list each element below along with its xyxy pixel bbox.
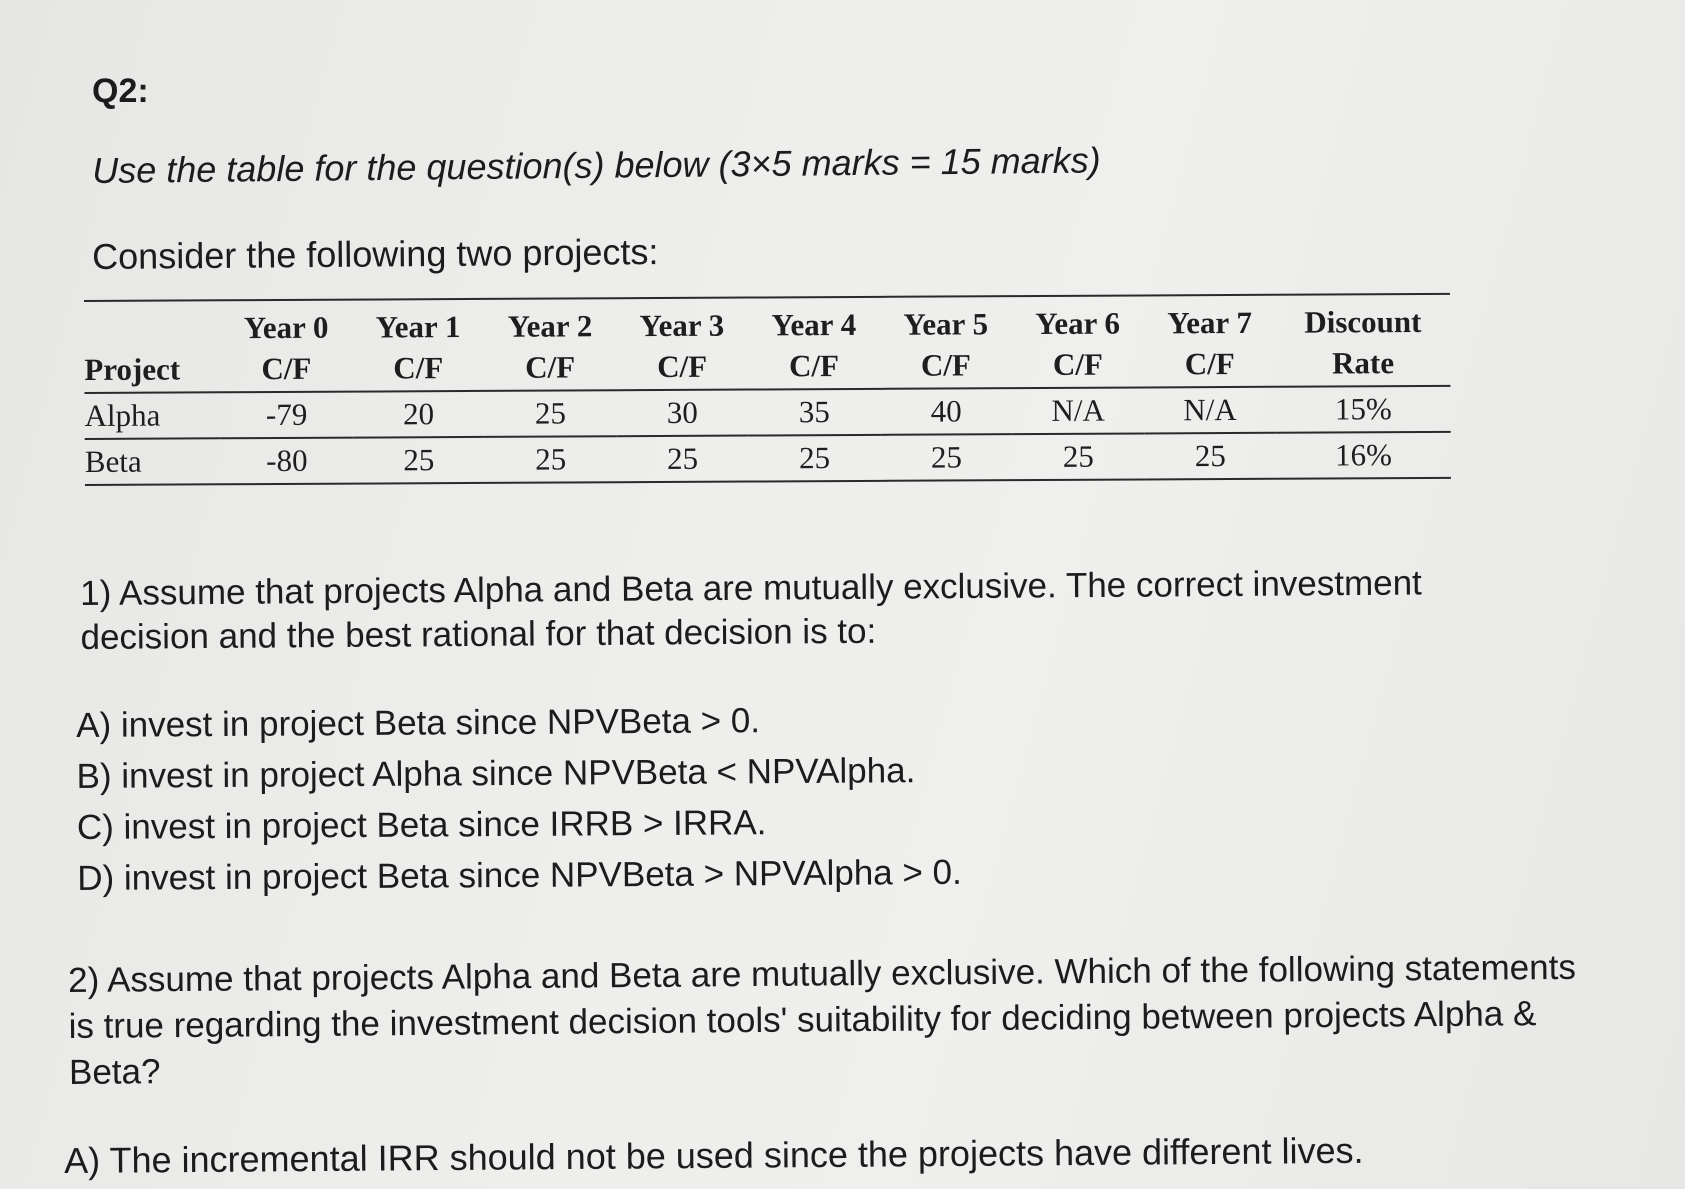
table-cell: 30 — [616, 390, 748, 437]
intro-text: Consider the following two projects: — [92, 231, 659, 277]
column-header: Year 6 C/F — [1012, 296, 1144, 388]
column-header: Year 2 C/F — [484, 299, 616, 391]
question-1-text: 1) Assume that projects Alpha and Beta are mutually exclusive. The correct investment decision and the best rational for that decision is to: — [80, 563, 1422, 657]
table-cell: N/A — [1012, 387, 1144, 434]
question-2-option-a: A) The incremental IRR should not be used since the projects have different lives. — [64, 1129, 1364, 1181]
column-header: Year 3 C/F — [616, 299, 748, 391]
projects-table — [84, 293, 1451, 486]
column-header: Year 1 C/F — [352, 300, 484, 392]
table-cell: 15% — [1276, 386, 1451, 433]
table-cell: N/A — [1144, 387, 1276, 434]
column-header: Discount Rate — [1275, 295, 1450, 387]
table-cell: 35 — [748, 389, 880, 436]
table-cell: 16% — [1276, 432, 1451, 479]
table-row — [85, 432, 1451, 485]
table-header-row — [84, 295, 1450, 393]
column-header: Year 5 C/F — [880, 297, 1012, 389]
table-cell: 25 — [748, 435, 880, 482]
project-name-cell: Beta — [85, 438, 221, 485]
table-cell: 25 — [880, 434, 1012, 481]
table-cell: 25 — [1144, 433, 1276, 480]
project-name-cell: Alpha — [84, 392, 220, 439]
question-heading: Q2: — [92, 72, 149, 110]
option-d: D) invest in project Beta since NPVBeta > NPVAlpha > 0. — [77, 852, 962, 898]
column-header: Year 7 C/F — [1143, 296, 1275, 388]
table-cell: 25 — [617, 436, 749, 483]
option-a: A) invest in project Beta since NPVBeta > 0. — [76, 701, 761, 745]
table-cell: 25 — [1012, 433, 1144, 480]
table-cell: 40 — [880, 388, 1012, 435]
table-cell: 20 — [352, 391, 484, 438]
table-cell: 25 — [484, 390, 616, 437]
option-c: C) invest in project Beta since IRRB > IRRA. — [76, 803, 767, 847]
cash-flow-table — [84, 293, 1451, 486]
table-cell: -80 — [221, 438, 353, 485]
table-row — [84, 386, 1450, 439]
question-2-text: 2) Assume that projects Alpha and Beta are mutually exclusive. Which of the following statements is true regarding the investment decision tools' suitability for deciding between projects Alpha & Beta? — [68, 947, 1577, 1092]
table-cell: 25 — [485, 436, 617, 483]
column-header: Year 0 C/F — [220, 301, 352, 393]
question-1-options — [76, 694, 962, 904]
table-cell: 25 — [353, 437, 485, 484]
option-b: B) invest in project Alpha since NPVBeta < NPVAlpha. — [76, 751, 916, 796]
table-cell: -79 — [221, 392, 353, 439]
column-header: Project — [84, 301, 221, 393]
column-header: Year 4 C/F — [748, 298, 880, 390]
instruction-text: Use the table for the question(s) below (3×5 marks = 15 marks) — [92, 139, 1101, 191]
